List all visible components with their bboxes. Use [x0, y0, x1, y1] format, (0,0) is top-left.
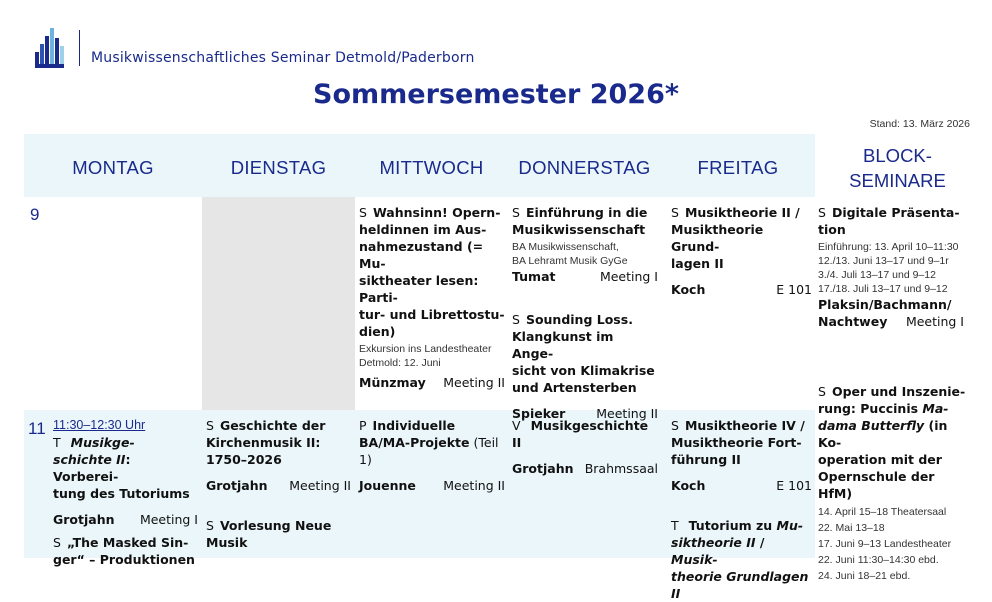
course-type: S: [53, 535, 61, 550]
course-title-part: schichte II: [53, 452, 126, 467]
header-cell-dienstag: [202, 134, 355, 197]
course-note-line: 14. April 15–18 Theatersaal: [818, 506, 947, 518]
course-note-line: Exkursion ins Landestheater: [359, 343, 492, 355]
course-title-line: Individuelle: [372, 418, 456, 433]
course-lecturer: Koch: [671, 282, 706, 297]
course-note-line: 17./18. Juli 13–17 und 9–12: [818, 283, 948, 295]
page-title: Sommersemester 2026*: [313, 79, 679, 110]
course-title-line: Opernschule der HfM): [818, 469, 935, 501]
course-type: V: [512, 418, 521, 433]
course-fri-9: [671, 204, 812, 298]
course-title-part: Musik-: [671, 552, 718, 567]
course-title-part: Mu-: [776, 518, 804, 533]
course-title-line: BA/MA-Projekte: [359, 435, 470, 450]
course-note-line: Detmold: 12. Juni: [359, 357, 441, 369]
course-title-line: Klangkunst im Ange-: [512, 329, 614, 361]
course-fri-11b: [671, 517, 812, 602]
course-lecturer: Münzmay: [359, 375, 426, 390]
pipes-logo-icon: [35, 26, 69, 68]
course-title-line: Musikgeschichte II: [512, 418, 649, 450]
course-room: Meeting I: [905, 314, 964, 329]
course-title-part: : Vorberei-: [53, 452, 131, 484]
block-label-line-2: SEMINARE: [849, 170, 946, 191]
day-label-freitag: FREITAG: [697, 157, 779, 178]
course-title-line: Kirchenmusik II:: [206, 435, 321, 450]
course-title-line: Einführung in die: [525, 205, 648, 220]
course-room: E 101: [776, 282, 812, 297]
course-type: S: [206, 518, 214, 533]
empty-slot-dienstag-9: [202, 197, 355, 410]
course-wed-9: [359, 204, 505, 391]
course-title-line: Musikwissenschaft: [512, 222, 646, 237]
header-divider: [79, 30, 80, 66]
time-label-9: 9: [30, 205, 40, 224]
course-title-line: tung des Tutoriums: [53, 486, 190, 501]
course-lecturer: Nachtwey: [818, 314, 888, 329]
course-lecturer: Koch: [671, 478, 706, 493]
course-title-part: dama Butterfly: [818, 418, 925, 433]
day-label-blockseminare: [815, 143, 980, 193]
course-type: S: [818, 205, 826, 220]
course-title-part: theorie Grundlagen II: [671, 569, 809, 601]
course-title-line: Geschichte der: [219, 418, 326, 433]
course-note-line: BA Musikwissenschaft,: [512, 241, 619, 253]
course-title-line: Musiktheorie Fort-: [671, 435, 802, 450]
course-thu-9b: [512, 311, 658, 422]
course-type: S: [818, 384, 826, 399]
course-room: Meeting I: [599, 269, 658, 284]
course-part-note: (Teil 1): [359, 435, 499, 467]
course-mon-11b: [53, 534, 198, 568]
course-tue-11a: [206, 417, 351, 494]
course-type: T: [671, 518, 679, 533]
course-type: S: [671, 418, 679, 433]
course-thu-9a: [512, 204, 658, 285]
day-label-donnerstag: DONNERSTAG: [518, 157, 651, 178]
course-title-line: Digitale Präsenta-: [831, 205, 960, 220]
header-cell-montag: [24, 134, 202, 197]
day-label-mittwoch: MITTWOCH: [379, 157, 484, 178]
course-title-line: nahmezustand (= Mu-: [359, 239, 484, 271]
stand-date: Stand: 13. März 2026: [869, 118, 970, 130]
course-title-part: Ma-: [922, 401, 949, 416]
course-room: Meeting II: [289, 478, 351, 493]
course-fri-11a: [671, 417, 812, 494]
course-note-line: 17. Juni 9–13 Landestheater: [818, 538, 952, 550]
course-title-line: und Artensterben: [512, 380, 637, 395]
course-title-line: siktheater lesen: Parti-: [359, 273, 479, 305]
course-title-line: führung II: [671, 452, 741, 467]
course-block-1: [818, 204, 964, 330]
course-title-line: „The Masked Sin-: [66, 535, 189, 550]
course-title-line: Musiktheorie IV /: [684, 418, 805, 433]
course-title-line: Wahnsinn! Opern-: [372, 205, 501, 220]
course-title-line: operation mit der: [818, 452, 942, 467]
course-lecturer: Grotjahn: [512, 461, 574, 476]
course-room: Meeting II: [443, 375, 505, 390]
course-note-line: 22. Mai 13–18: [818, 522, 885, 534]
course-title-part: rung: Puccinis: [818, 401, 923, 416]
course-note-line: Einführung: 13. April 10–11:30: [818, 241, 959, 253]
course-title-line: Oper und Inszenie-: [831, 384, 966, 399]
course-wed-11: [359, 417, 505, 494]
course-title-line: Musiktheorie II /: [684, 205, 800, 220]
course-title-line: heldinnen im Aus-: [359, 222, 487, 237]
course-title-line: Musik: [206, 535, 248, 550]
course-title-line: Sounding Loss.: [525, 312, 633, 327]
course-type: P: [359, 418, 367, 433]
course-title-part: /: [755, 535, 765, 550]
course-title-line: dien): [359, 324, 396, 339]
course-mon-11a: [53, 417, 198, 528]
course-lecturer: Jouenne: [359, 478, 416, 493]
course-title-line: tion: [818, 222, 846, 237]
course-note-line: BA Lehramt Musik GyGe: [512, 255, 628, 267]
course-title-part: siktheorie II: [671, 535, 756, 550]
course-note-line: 24. Juni 18–21 ebd.: [818, 570, 911, 582]
course-title-part: (in Ko-: [818, 418, 948, 450]
course-tue-11b: [206, 517, 351, 551]
course-title-line: lagen II: [671, 256, 724, 271]
course-title-line: sicht von Klimakrise: [512, 363, 655, 378]
course-room: Meeting II: [443, 478, 505, 493]
institute-name: Musikwissenschaftliches Seminar Detmold/Paderborn: [91, 50, 475, 66]
course-title-line: ger“ – Produktionen: [53, 552, 195, 567]
course-type: S: [512, 205, 520, 220]
header-cell-mittwoch: [355, 134, 508, 197]
course-type: T: [53, 435, 61, 450]
course-room: Meeting II: [596, 406, 658, 421]
course-lecturer: Grotjahn: [206, 478, 268, 493]
course-lecturer: Plaksin/Bachmann/: [818, 297, 952, 312]
course-type: S: [671, 205, 679, 220]
course-note-line: 3./4. Juli 13–17 und 9–12: [818, 269, 936, 281]
block-label-line-1: BLOCK-: [863, 145, 932, 166]
course-lecturer: Grotjahn: [53, 512, 115, 527]
day-label-dienstag: DIENSTAG: [230, 157, 327, 178]
course-type: S: [359, 205, 367, 220]
course-title-line: tur- und Librettostu-: [359, 307, 505, 322]
time-label-11: 11: [28, 419, 46, 438]
day-label-montag: MONTAG: [72, 157, 154, 178]
course-note-line: 12./13. Juni 13–17 und 9–1r: [818, 255, 949, 267]
course-title-part: Musikge-: [70, 435, 135, 450]
course-title-line: 1750–2026: [206, 452, 282, 467]
course-room: Brahmssaal: [584, 461, 658, 476]
course-thu-11: [512, 417, 658, 477]
course-lecturer: Tumat: [512, 269, 556, 284]
course-block-2: [818, 383, 968, 584]
course-lecturer: Spieker: [512, 406, 566, 421]
course-room: E 101: [776, 478, 812, 493]
course-type: S: [206, 418, 214, 433]
course-title-line: Musiktheorie Grund-: [671, 222, 764, 254]
course-title-part: Tutorium zu: [688, 518, 777, 533]
course-time-link[interactable]: 11:30–12:30 Uhr: [53, 418, 146, 432]
course-title-line: Vorlesung Neue: [219, 518, 332, 533]
course-note-line: 22. Juni 11:30–14:30 ebd.: [818, 554, 939, 566]
header-cell-freitag: [661, 134, 815, 197]
course-type: S: [512, 312, 520, 327]
course-room: Meeting I: [139, 512, 198, 527]
header-cell-donnerstag: [508, 134, 661, 197]
